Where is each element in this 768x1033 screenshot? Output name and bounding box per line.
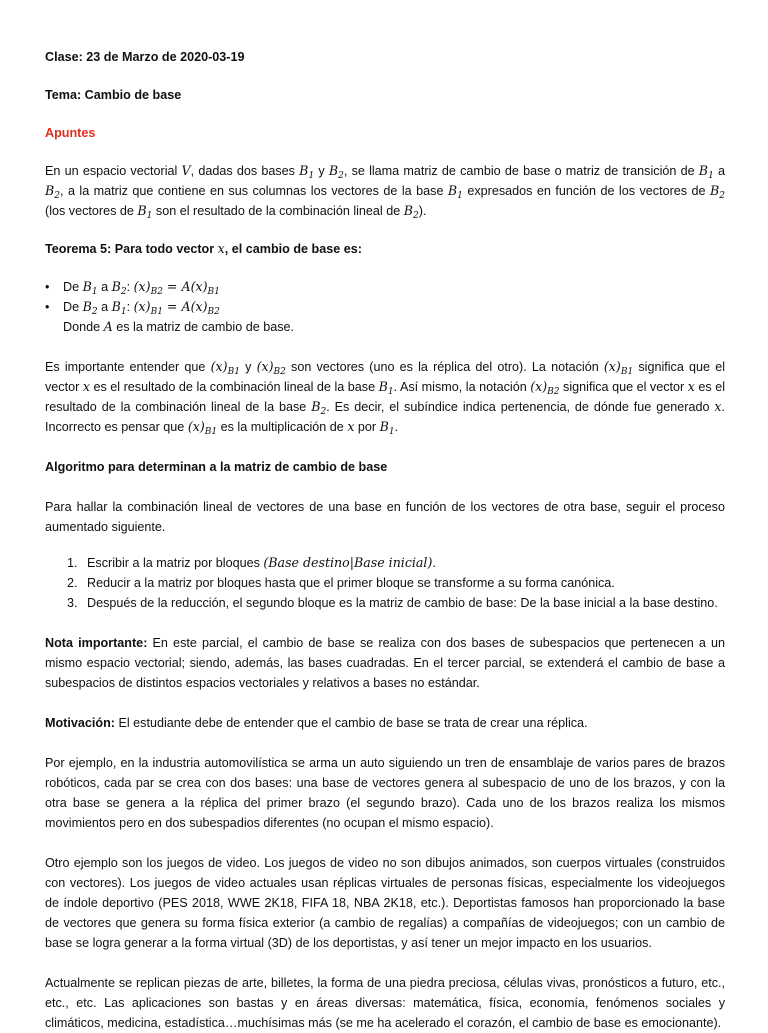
closing-paragraph: Actualmente se replican piezas de arte, billetes, la forma de una piedra preciosa, células vivas, pronósticos a futuro, etc., etc., etc. Las aplicaciones son bastas y en áreas diversas: matemática, física, economía, fenómenos sociales y climáticos, medicina, estadística…muchísimas más (se me ha acelerado el corazón, el cambio de base es emocionante).	[45, 976, 725, 1030]
notation-paragraph: Es importante entender que $(x)_{B1}$ y $(x)_{B2}$ son vectores (uno es la réplica del otro). La notación $(x)_{B1}$ significa que el vector x es el resultado de la combinación lineal de la base $B_1$. Así mismo, la notación $(x)_{B2}$ significa que el vector x es el resultado de la combinación lineal de la base $B_2$. Es decir, el subíndice indica pertenencia, de dónde fue generado x. Incorrecto es pensar que $(x)_{B1}$ es la multiplicación de x por $B_1$.	[45, 359, 726, 437]
intro-paragraph: En un espacio vectorial V, dadas dos bases $B_1$ y $B_2$, se llama matriz de cambio de base o matriz de transición de $B_1$ a $B_2$, a la matriz que contiene en sus columnas los vectores de la base $B_1$ expresados en función de los vectores de $B_2$ (los vectores de $B_1$ son el resultado de la combinación lineal de $B_2$).	[45, 163, 726, 221]
list-item: 2. Reducir a la matriz por bloques hasta que el primer bloque se transforme a su forma canónica.	[67, 576, 615, 590]
list-item: 1. Escribir a la matriz por bloques (Base destino|Base inicial).	[67, 555, 436, 570]
example-videogames: Otro ejemplo son los juegos de video. Los juegos de video no son dibujos animados, son cuerpos virtuales (construidos con vectores). Los juegos de video actuales usan réplicas virtuales de personas físicas, especialmente los videojuegos de índole deportivo (PES 2018, WWE 2K18, FIFA 18, NBA 2K18, etc.). Deportistas famosos han proporcionado la base de vectores que genera su forma física exterior (a cambio de regalías) a compañías de videojuegos; con un cambio de base se logra generar a la forma virtual (3D) de los deportistas, y así tener un mejor impacto en los usuarios.	[45, 856, 725, 950]
class-date: Clase: 23 de Marzo de 2020-03-19	[45, 50, 245, 64]
important-note: Nota importante: En este parcial, el cambio de base se realiza con dos bases de subespacios que pertenecen a un mismo espacio vectorial; siendo, además, las bases cuadradas. En el tercer parcial, se extenderá el cambio de base a subespacios de distintos espacios vectoriales y relativos a bases no estándar.	[45, 636, 725, 690]
notes-heading: Apuntes	[45, 126, 96, 140]
list-item: 3. Después de la reducción, el segundo bloque es la matriz de cambio de base: De la base inicial a la base destino.	[67, 596, 718, 610]
theorem-5: Teorema 5: Para todo vector x, el cambio de base es:	[45, 241, 362, 256]
algorithm-intro: Para hallar la combinación lineal de vectores de una base en función de los vectores de otra base, seguir el proceso aumentado siguiente.	[45, 500, 725, 534]
example-automotive: Por ejemplo, en la industria automovilística se arma un auto siguiendo un tren de ensamblaje de varios pares de brazos robóticos, cada par se crea con dos bases: una base de vectores genera al subespacio de uno de los brazos, y con la otra base se genera a la réplica del primer brazo (el segundo brazo). Cada uno de los brazos realiza los mismos movimientos pero en dos subespadios diferentes (no ocupan el mismo espacio).	[45, 756, 725, 830]
algorithm-steps	[45, 553, 725, 613]
motivation: Motivación: El estudiante debe de entender que el cambio de base se trata de crear una réplica.	[45, 716, 588, 730]
algorithm-heading: Algoritmo para determinan a la matriz de cambio de base	[45, 460, 388, 474]
topic-title: Tema: Cambio de base	[45, 88, 182, 102]
list-item: • De $B_2$ a $B_1$: $(x)_{B1} = A(x)_{B2}$	[45, 299, 220, 317]
list-item: • De $B_1$ a $B_2$: $(x)_{B2} = A(x)_{B1}$	[45, 279, 220, 297]
list-item: Donde A es la matriz de cambio de base.	[63, 319, 295, 334]
theorem-bullets	[45, 277, 725, 337]
